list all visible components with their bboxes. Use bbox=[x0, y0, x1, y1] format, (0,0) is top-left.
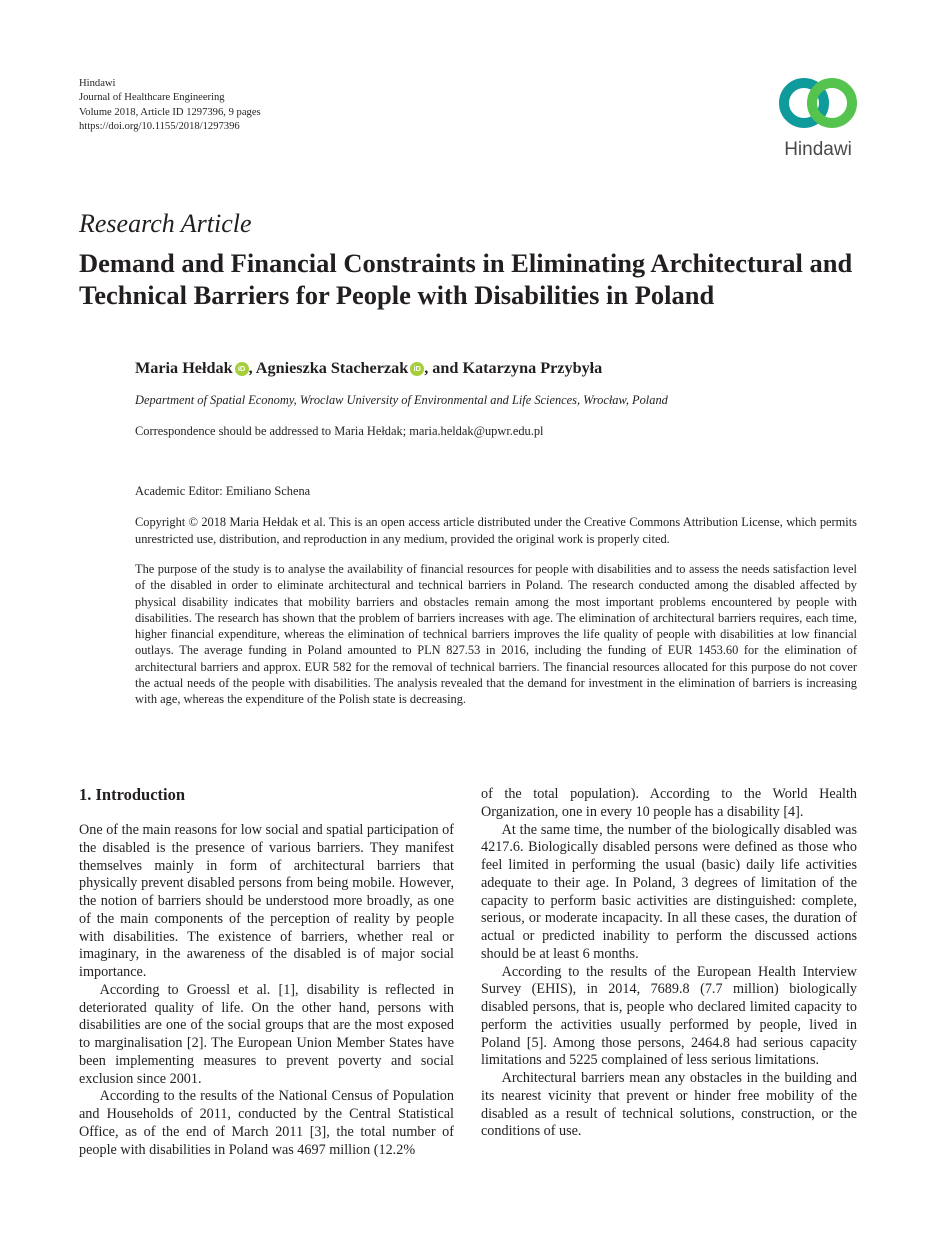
section-heading: 1. Introduction bbox=[79, 785, 186, 804]
article-type: Research Article bbox=[79, 209, 252, 238]
correspondence: Correspondence should be addressed to Maria Hełdak; maria.heldak@upwr.edu.pl bbox=[135, 424, 544, 438]
paragraph: According to Groessl et al. [1], disability is reflected in deteriorated quality of life. On the other hand, persons with disabilities are one of the social groups that are the most exposed to marginalisation [2]. The European Union Member States have been implementing measures to prevent poverty and social exclusion since 2001. bbox=[79, 981, 454, 1087]
hindawi-logo-icon bbox=[776, 77, 860, 137]
author-separator: , bbox=[248, 359, 256, 377]
journal-volume: Volume 2018, Article ID 1297396, 9 pages bbox=[79, 106, 261, 118]
paragraph: Architectural barriers mean any obstacles in the building and its nearest vicinity that prevent or hinder free mobility of the disabled as a result of technical solutions, construction, or the conditions of use. bbox=[481, 1070, 857, 1140]
publisher-name: Hindawi bbox=[79, 78, 116, 89]
paragraph: of the total population). According to the World Health Organization, one in every 10 people has a disability [4]. bbox=[481, 786, 857, 820]
paragraph: According to the results of the European Health Interview Survey (EHIS), in 2014, 7689.8 (7.7 million) biologically disabled persons, that is, people who declared limited capacity to perform the activities usually performed by people, lived in Poland [5]. Among those persons, 2464.8 had serious capacity limitations and 5225 complained of less serious limitations. bbox=[481, 963, 857, 1069]
paragraph: According to the results of the National Census of Population and Households of 2011, conducted by the Central Statistical Office, as of the end of March 2011 [3], the total number of people with disabilities in Poland was 4697 million (12.2% bbox=[79, 1088, 454, 1158]
affiliation: Department of Spatial Economy, Wroclaw University of Environmental and Life Sciences, Wrocław, Poland bbox=[135, 393, 668, 407]
body-column-left bbox=[79, 822, 454, 1159]
author-separator: , and bbox=[424, 359, 463, 377]
orcid-icon[interactable]: iD bbox=[235, 362, 249, 376]
journal-doi[interactable]: https://doi.org/10.1155/2018/1297396 bbox=[79, 120, 240, 132]
author-list bbox=[135, 359, 602, 378]
paragraph: At the same time, the number of the biologically disabled was 4217.6. Biologically disabled persons were defined as those who feel limited in performing the usual (basic) daily life activities adequate to their age. In Poland, 3 degrees of limitation of the capacity to perform basic activities are distinguished: complete, serious, or moderate incapacity. In all these cases, the duration of actual or predicted inability to perform the discussed actions should be at least 6 months. bbox=[481, 821, 857, 962]
hindawi-logo bbox=[776, 77, 860, 161]
copyright-notice: Copyright © 2018 Maria Hełdak et al. This is an open access article distributed under the Creative Commons Attribution License, which permits unrestricted use, distribution, and reproduction in any medium, provided the original work is properly cited. bbox=[135, 515, 857, 546]
paragraph: One of the main reasons for low social and spatial participation of the disabled is the presence of various barriers. They manifest themselves mainly in form of architectural barriers that physically prevent disabled persons from being mobile. However, the notion of barriers should be understood more broadly, as one of the main components of the perception of reality by people with disabilities. The existence of barriers, whether real or imaginary, in the awareness of the disabled is of major social importance. bbox=[79, 822, 454, 980]
academic-editor: Academic Editor: Emiliano Schena bbox=[135, 484, 311, 498]
author-name[interactable]: Maria Hełdak bbox=[135, 359, 233, 377]
orcid-icon[interactable]: iD bbox=[410, 362, 424, 376]
article-title: Demand and Financial Constraints in Eliminating Architectural and Technical Barriers for People with Disabilities in Poland bbox=[79, 248, 853, 310]
abstract: The purpose of the study is to analyse the availability of financial resources for people with disabilities and to assess the needs satisfaction level of the disabled in order to eliminate architectural and technical barriers in Poland. The research conducted among the disabled affected by physical disability indicates that mobility barriers and obstacles remain among the most important problems encountered by people with disabilities. The research has shown that the problem of barriers increases with age. The elimination of architectural barriers requires, each time, higher financial expenditure, whereas the elimination of technical barriers improves the life quality of people with disabilities at low financial outlays. The average funding in Poland amounted to PLN 827.53 in 2016, including the funding of EUR 1453.60 for the elimination of architectural barriers and approx. EUR 582 for the removal of technical barriers. The financial resources allocated for this purpose do not cover the actual needs of the people with disabilities. The analysis revealed that the demand for investment in the elimination of barriers is increasing with age, whereas the expenditure of the Polish state is decreasing. bbox=[135, 562, 857, 707]
journal-meta bbox=[79, 77, 261, 134]
author-name[interactable]: Agnieszka Stacherzak bbox=[255, 359, 409, 377]
author-name[interactable]: Katarzyna Przybyła bbox=[462, 359, 603, 377]
journal-name: Journal of Healthcare Engineering bbox=[79, 92, 225, 104]
body-column-right bbox=[481, 786, 857, 1141]
logo-wordmark: Hindawi bbox=[784, 139, 852, 160]
